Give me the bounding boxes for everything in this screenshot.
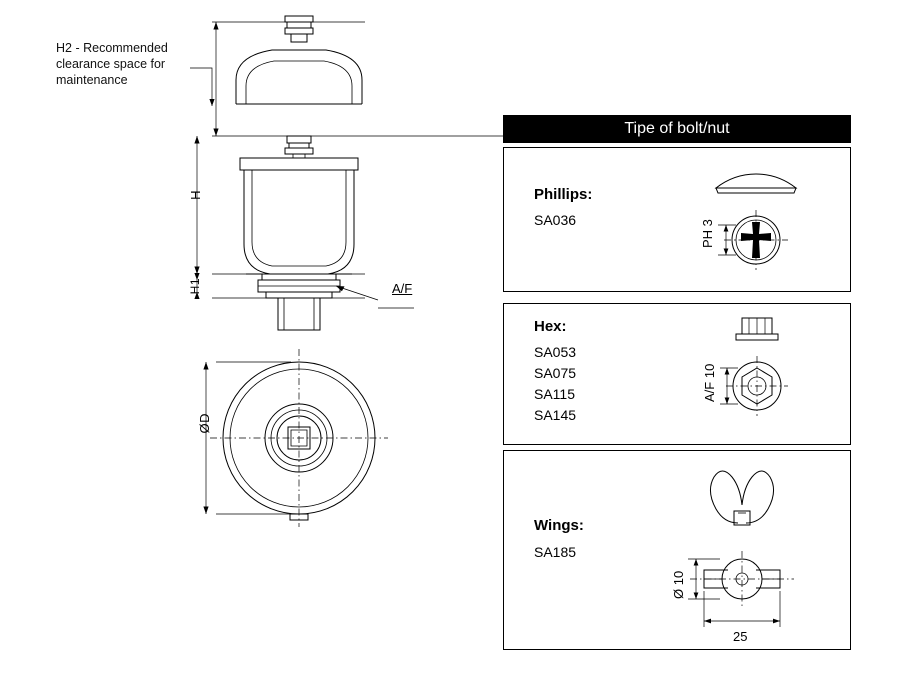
filter-body-outline — [240, 136, 358, 330]
phillips-size-label: PH 3 — [700, 219, 715, 248]
bolt-card-phillips-codes: SA036 — [534, 212, 577, 228]
clearance-outline — [236, 16, 362, 104]
dimension-label-diameter: ØD — [197, 413, 212, 434]
vertical-dimensions — [194, 22, 520, 299]
bolt-card-phillips-title: Phillips: — [534, 186, 593, 203]
dimension-label-af: A/F — [392, 281, 413, 296]
wings-bore-label: Ø 10 — [671, 570, 686, 599]
bolt-card-hex — [503, 303, 851, 445]
dimension-label-h: H — [188, 190, 203, 200]
filter-elevation-drawing — [150, 8, 500, 568]
bolt-card-phillips — [503, 147, 851, 292]
bolt-card-wings-title: Wings: — [534, 517, 584, 534]
bolt-card-hex-title: Hex: — [534, 318, 567, 335]
clearance-note-text: H2 - Recommended clearance space for maintenance — [56, 41, 168, 87]
bolt-card-wings — [503, 450, 851, 650]
filter-plan-view — [203, 349, 388, 527]
bolt-card-hex-codes — [534, 342, 576, 426]
bolt-card-wings-codes: SA185 — [534, 544, 577, 560]
dimension-label-h1: H1 — [188, 278, 202, 295]
hex-code-3: SA115 — [534, 386, 575, 402]
hex-code-2: SA075 — [534, 365, 577, 381]
wings-width-label: 25 — [733, 629, 748, 644]
phillips-screw-art — [638, 148, 838, 291]
hex-code-4: SA145 — [534, 407, 577, 423]
bolt-type-header: Tipe of bolt/nut — [503, 115, 851, 143]
hex-nut-art — [638, 304, 838, 444]
wing-nut-art — [628, 451, 838, 647]
hex-code-1: SA053 — [534, 344, 577, 360]
hex-size-label: A/F 10 — [702, 363, 717, 402]
